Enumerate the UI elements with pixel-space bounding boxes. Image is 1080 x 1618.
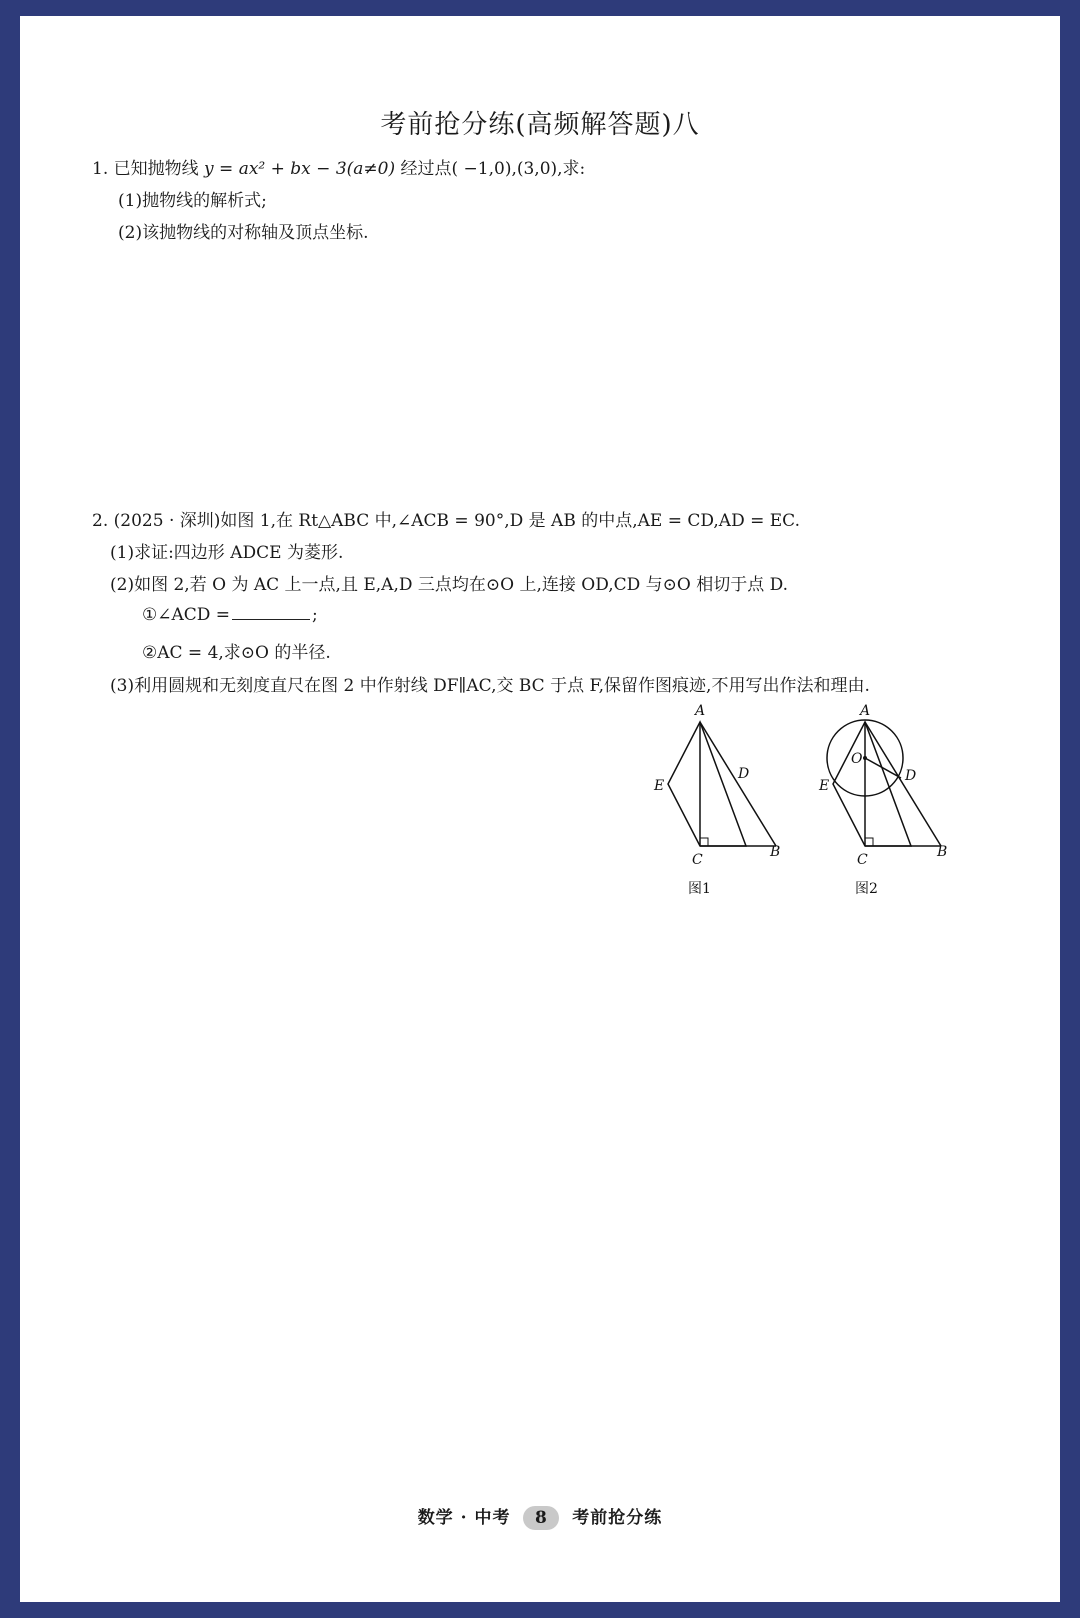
question-2-part-2-1-post: ; <box>312 605 318 625</box>
question-1-stem-post: 经过点( −1,0),(3,0),求: <box>400 159 586 179</box>
figure-2-label-a: A <box>860 703 871 719</box>
question-2-part-2-2: ②AC = 4,求⊙O 的半径. <box>142 643 331 663</box>
figure-2-label-c: C <box>857 852 868 868</box>
figure-1-side-ab <box>700 722 776 846</box>
question-2-part-2-1-pre: ①∠ACD = <box>142 605 231 625</box>
figure-1-right-angle-mark <box>700 838 708 846</box>
figure-1-label-d: D <box>738 766 750 782</box>
figure-1-label-b: B <box>770 844 781 860</box>
question-2-stem <box>92 506 800 531</box>
question-2-part-3: (3)利用圆规和无刻度直尺在图 2 中作射线 DF∥AC,交 BC 于点 F,保留作图痕迹,不用写出作法和理由. <box>110 676 870 696</box>
question-1-stem-pre: 已知抛物线 <box>113 159 199 179</box>
figure-2 <box>805 698 985 897</box>
question-2-number: 2. <box>92 511 109 531</box>
figure-2-segment-od <box>865 758 901 778</box>
figure-1-rhombus <box>668 722 746 846</box>
footer-section: 考前抢分练 <box>572 1508 663 1528</box>
figure-1-label-a: A <box>695 703 706 719</box>
figure-2-center-point <box>863 756 867 760</box>
worksheet-page <box>20 16 1060 1602</box>
question-1-stem <box>92 154 585 179</box>
footer-subject: 数学 · 中考 <box>417 1508 511 1528</box>
figure-2-label-o: O <box>851 751 863 767</box>
figure-1-caption: 图1 <box>688 881 711 897</box>
page-title: 考前抢分练(高频解答题)八 <box>380 110 700 140</box>
question-2-part-2: (2)如图 2,若 O 为 AC 上一点,且 E,A,D 三点均在⊙O 上,连接 OD,CD 与⊙O 相切于点 D. <box>110 575 789 595</box>
figure-1-label-c: C <box>692 852 703 868</box>
page-number-badge: 8 <box>523 1506 559 1530</box>
figure-1 <box>640 698 800 897</box>
figure-2-label-b: B <box>937 844 948 860</box>
figure-2-side-ab <box>865 722 941 846</box>
figure-2-caption: 图2 <box>855 881 878 897</box>
figure-2-right-angle-mark <box>865 838 873 846</box>
question-1-number: 1. <box>92 159 109 179</box>
figure-1-label-e: E <box>654 778 665 794</box>
question-2-part-1: (1)求证:四边形 ADCE 为菱形. <box>110 543 344 563</box>
question-2-part-2-1 <box>142 605 318 625</box>
question-1-part-1: (1)抛物线的解析式; <box>118 191 267 211</box>
figure-2-label-e: E <box>819 778 830 794</box>
question-1-formula: y = ax² + bx − 3(a≠0) <box>204 159 396 179</box>
question-1-part-2: (2)该抛物线的对称轴及顶点坐标. <box>118 223 369 243</box>
question-2-stem-text: (2025 · 深圳)如图 1,在 Rt△ABC 中,∠ACB = 90°,D 是 AB 的中点,AE = CD,AD = EC. <box>113 511 800 531</box>
answer-blank[interactable] <box>232 605 310 620</box>
figure-2-label-d: D <box>905 768 917 784</box>
page-footer <box>20 1503 1060 1530</box>
